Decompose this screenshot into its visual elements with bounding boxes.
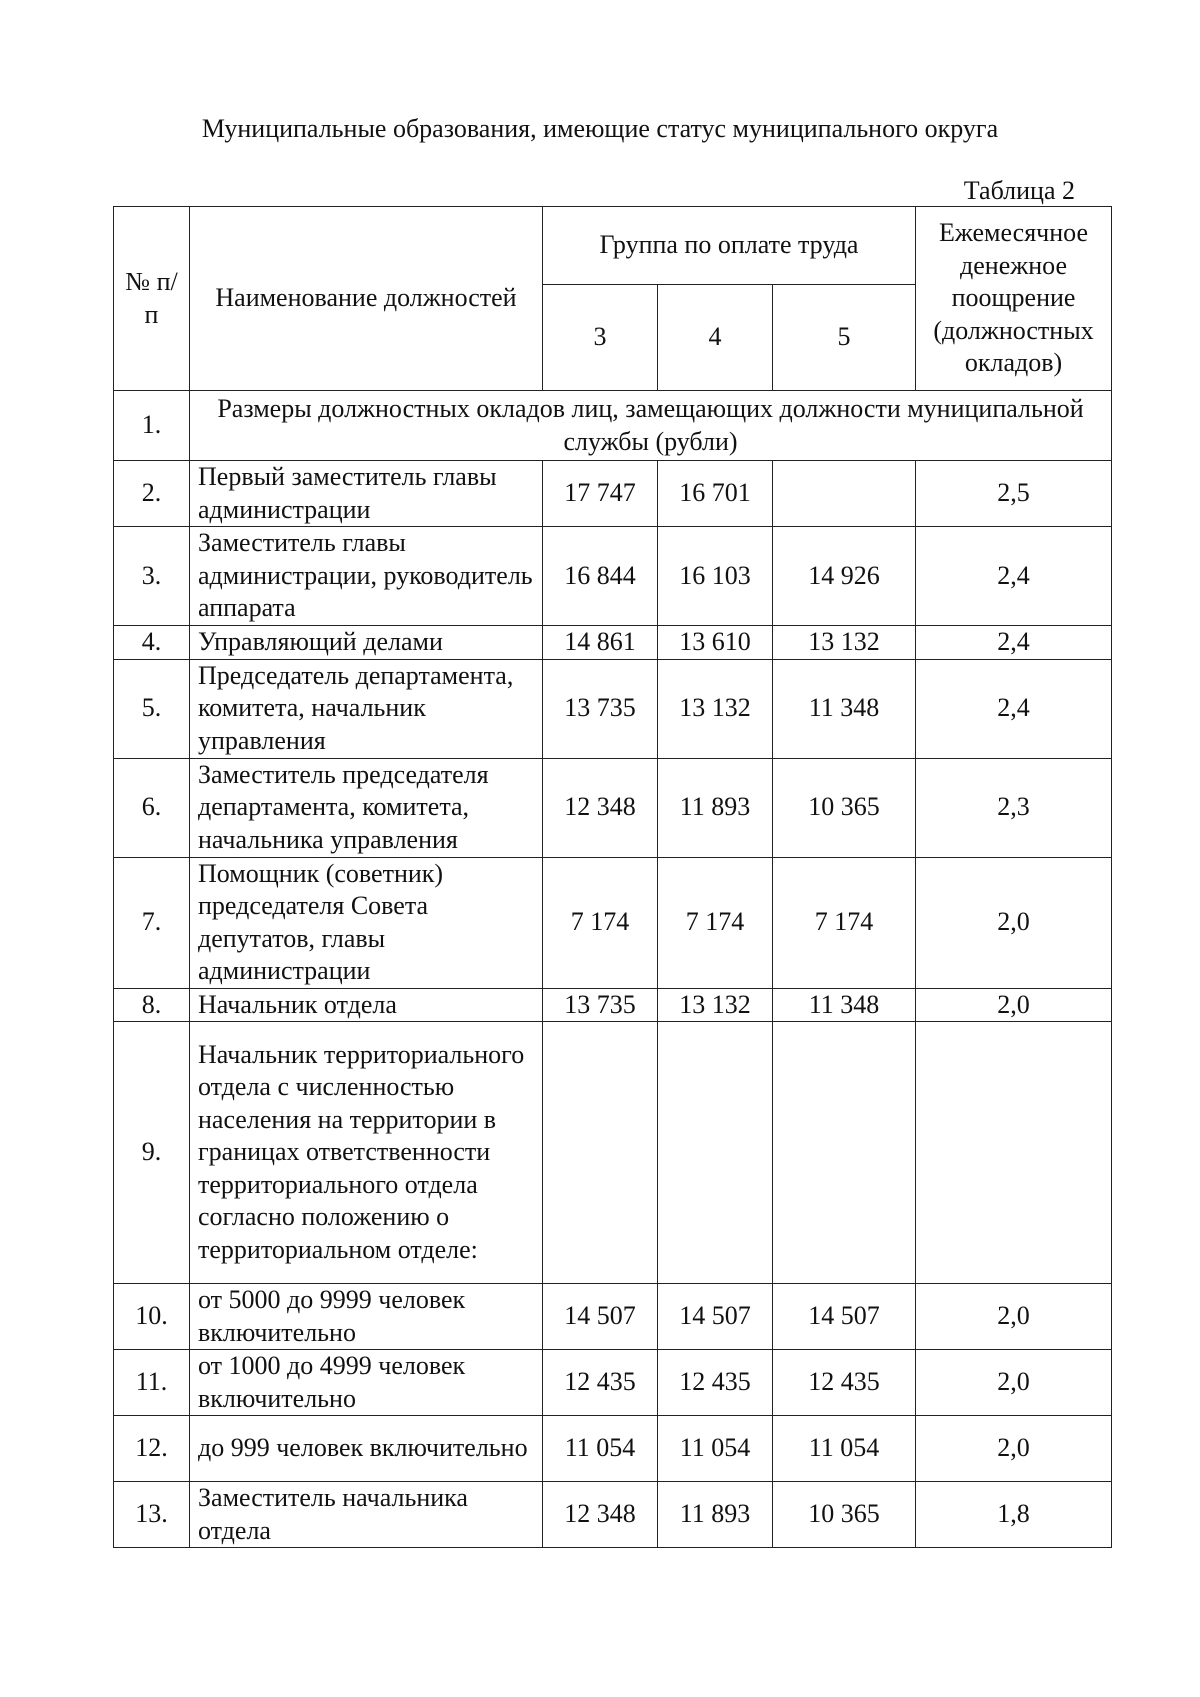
- salary-group-5: 13 132: [773, 626, 916, 660]
- row-num: 3.: [114, 527, 190, 626]
- row-num: 5.: [114, 659, 190, 758]
- monthly-bonus: 2,0: [916, 988, 1112, 1022]
- position-name: Помощник (советник) председателя Совета депутатов, главы администрации: [190, 857, 543, 988]
- salary-group-4: 11 893: [658, 758, 773, 857]
- salary-group-3: 16 844: [543, 527, 658, 626]
- salary-group-5: 14 926: [773, 527, 916, 626]
- salary-group-4: 13 610: [658, 626, 773, 660]
- position-name: от 1000 до 4999 человек включительно: [190, 1350, 543, 1416]
- monthly-bonus: 2,5: [916, 461, 1112, 527]
- monthly-bonus: 2,4: [916, 659, 1112, 758]
- row-num: 13.: [114, 1482, 190, 1548]
- salary-group-5: 10 365: [773, 758, 916, 857]
- salary-group-5: 11 054: [773, 1416, 916, 1482]
- monthly-bonus: 2,0: [916, 857, 1112, 988]
- row-num: 12.: [114, 1416, 190, 1482]
- monthly-bonus: 2,0: [916, 1416, 1112, 1482]
- row-num: 6.: [114, 758, 190, 857]
- table-row: [114, 758, 1112, 857]
- salary-group-3: 12 348: [543, 758, 658, 857]
- row-num: 10.: [114, 1284, 190, 1350]
- table-row: [114, 1284, 1112, 1350]
- salary-table: [113, 206, 1112, 1548]
- salary-group-3: 14 861: [543, 626, 658, 660]
- table-row: [114, 527, 1112, 626]
- table-row: [114, 659, 1112, 758]
- monthly-bonus: 2,0: [916, 1284, 1112, 1350]
- salary-group-4: 13 132: [658, 988, 773, 1022]
- table-row: [114, 857, 1112, 988]
- header-group-5: 5: [773, 285, 916, 391]
- salary-group-3: [543, 1022, 658, 1284]
- row-num: 9.: [114, 1022, 190, 1284]
- position-name: Начальник территориального отдела с численностью населения на территории в границах ответственности территориального отдела согласно положению о территориальном отделе:: [190, 1022, 543, 1284]
- salary-group-5: 7 174: [773, 857, 916, 988]
- salary-group-5: 11 348: [773, 988, 916, 1022]
- monthly-bonus: 2,4: [916, 527, 1112, 626]
- position-name: Заместитель главы администрации, руководитель аппарата: [190, 527, 543, 626]
- salary-group-3: 13 735: [543, 659, 658, 758]
- monthly-bonus: 2,0: [916, 1350, 1112, 1416]
- row-num: 7.: [114, 857, 190, 988]
- salary-group-3: 7 174: [543, 857, 658, 988]
- salary-group-5: [773, 1022, 916, 1284]
- salary-group-3: 12 435: [543, 1350, 658, 1416]
- salary-group-5: 12 435: [773, 1350, 916, 1416]
- position-name: от 5000 до 9999 человек включительно: [190, 1284, 543, 1350]
- document-title: Муниципальные образования, имеющие статус муниципального округа: [201, 114, 999, 143]
- row-num: 4.: [114, 626, 190, 660]
- table-row: [114, 626, 1112, 660]
- position-name: Начальник отдела: [190, 988, 543, 1022]
- header-pay-group: Группа по оплате труда: [543, 207, 916, 285]
- row-num: 11.: [114, 1350, 190, 1416]
- table-row: [114, 1022, 1112, 1284]
- header-num: № п/п: [114, 207, 190, 391]
- header-group-4: 4: [658, 285, 773, 391]
- monthly-bonus: 2,3: [916, 758, 1112, 857]
- salary-group-4: 16 701: [658, 461, 773, 527]
- section-row: [114, 391, 1112, 461]
- monthly-bonus: 2,4: [916, 626, 1112, 660]
- section-title: Размеры должностных окладов лиц, замещающих должности муниципальной службы (рубли): [190, 391, 1112, 461]
- position-name: Первый заместитель главы администрации: [190, 461, 543, 527]
- salary-group-4: [658, 1022, 773, 1284]
- salary-group-4: 12 435: [658, 1350, 773, 1416]
- table-row: [114, 1350, 1112, 1416]
- salary-group-5: 10 365: [773, 1482, 916, 1548]
- row-num: 2.: [114, 461, 190, 527]
- row-num: 1.: [114, 391, 190, 461]
- table-row: [114, 988, 1112, 1022]
- table-row: [114, 461, 1112, 527]
- monthly-bonus: 1,8: [916, 1482, 1112, 1548]
- salary-group-3: 14 507: [543, 1284, 658, 1350]
- salary-group-3: 13 735: [543, 988, 658, 1022]
- header-group-3: 3: [543, 285, 658, 391]
- position-name: Управляющий делами: [190, 626, 543, 660]
- salary-group-5: [773, 461, 916, 527]
- header-monthly-bonus: Ежемесячное денежное поощрение (должностных окладов): [916, 207, 1112, 391]
- salary-group-4: 14 507: [658, 1284, 773, 1350]
- salary-group-4: 7 174: [658, 857, 773, 988]
- monthly-bonus: [916, 1022, 1112, 1284]
- salary-group-3: 12 348: [543, 1482, 658, 1548]
- position-name: Заместитель начальника отдела: [190, 1482, 543, 1548]
- salary-group-4: 13 132: [658, 659, 773, 758]
- row-num: 8.: [114, 988, 190, 1022]
- salary-group-3: 17 747: [543, 461, 658, 527]
- table-row: [114, 1416, 1112, 1482]
- salary-group-4: 11 054: [658, 1416, 773, 1482]
- salary-group-5: 14 507: [773, 1284, 916, 1350]
- position-name: Председатель департамента, комитета, начальник управления: [190, 659, 543, 758]
- position-name: до 999 человек включительно: [190, 1416, 543, 1482]
- salary-group-3: 11 054: [543, 1416, 658, 1482]
- table-label: Таблица 2: [963, 176, 1075, 205]
- salary-group-5: 11 348: [773, 659, 916, 758]
- table-row: [114, 1482, 1112, 1548]
- salary-group-4: 16 103: [658, 527, 773, 626]
- header-position-name: Наименование должностей: [190, 207, 543, 391]
- position-name: Заместитель председателя департамента, комитета, начальника управления: [190, 758, 543, 857]
- salary-group-4: 11 893: [658, 1482, 773, 1548]
